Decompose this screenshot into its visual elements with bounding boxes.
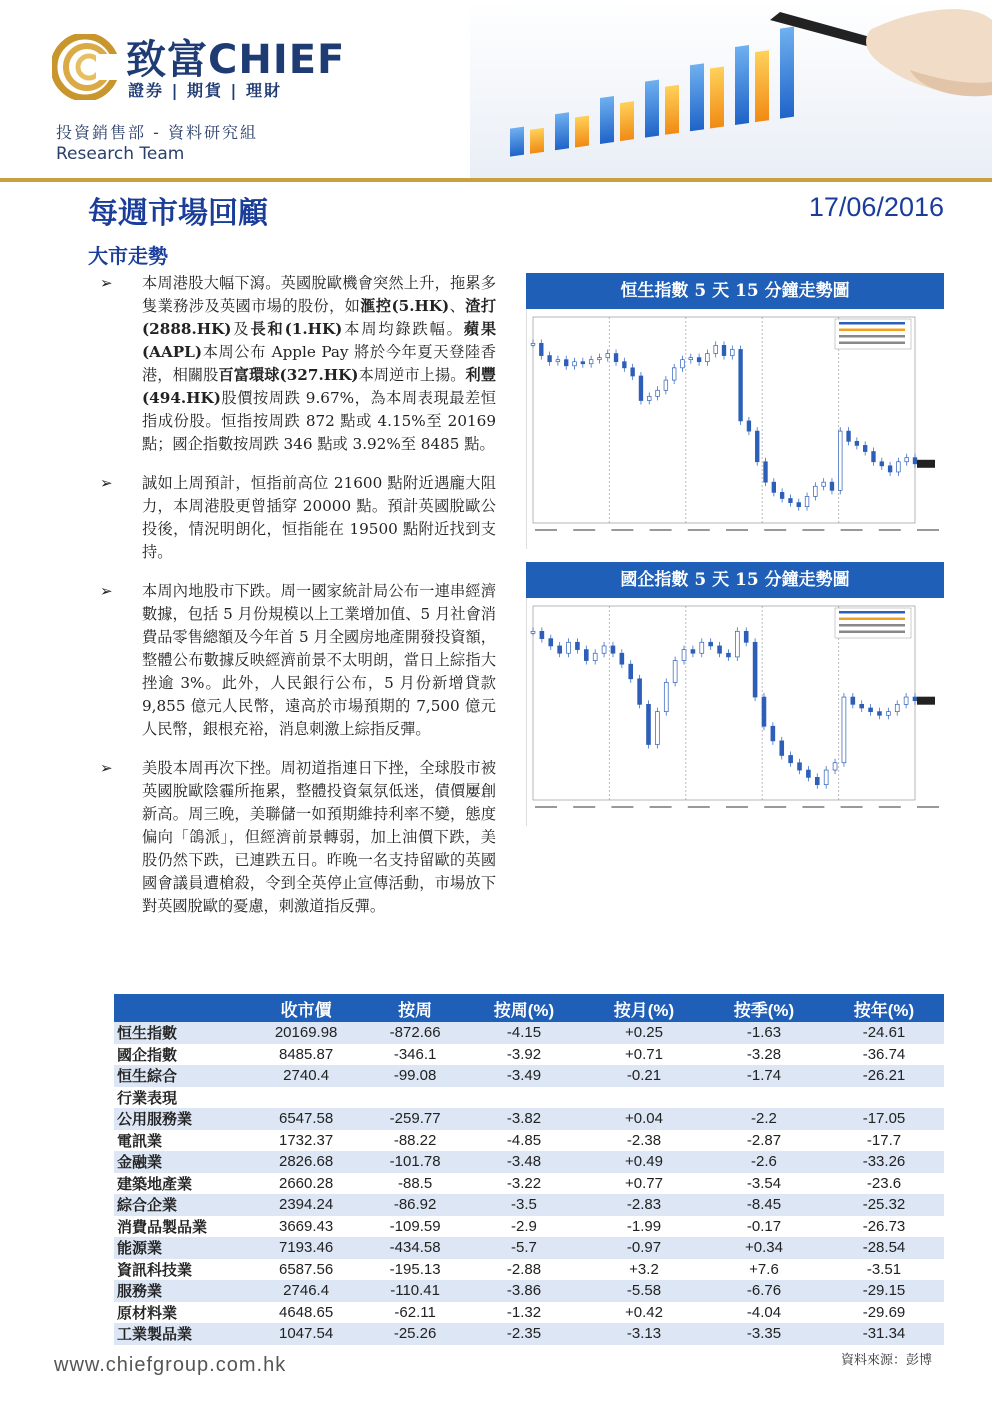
candle-point [647,396,651,400]
x-tick-label [573,529,595,531]
candle-point [548,356,552,362]
page-header [0,0,992,182]
legend-entry [839,335,905,338]
x-tick-label [917,529,939,531]
table-cell: -29.69 [862,1303,906,1321]
legend-entry [839,624,905,627]
x-tick-label [650,806,672,808]
table-header-cell: 按周 [366,994,464,1022]
table-cell: 20169.98 [246,1022,366,1044]
table-cell: -3.13 [584,1323,704,1345]
stock-name: 長和(1.HK) [250,320,343,338]
table-cell: -1.63 [704,1022,824,1044]
stock-name: 利豐(494.HK) [142,366,497,407]
table-cell: -1.99 [626,1217,662,1235]
candle-point [573,362,577,366]
x-tick-label [611,806,633,808]
hsi-chart-title: 恒生指數 5 天 15 分鐘走勢圖 [526,273,944,309]
table-cell: 2394.24 [246,1194,366,1216]
table-cell: -2.6 [704,1151,824,1173]
table-row [114,1194,944,1216]
table-cell: -31.34 [824,1323,944,1345]
candle-point [762,697,766,726]
paragraph-text: 、 [449,297,466,315]
brand-subtitle: 證券 | 期貨 | 理財 [128,81,282,100]
candle-point [878,712,882,716]
table-cell: -101.78 [366,1151,464,1173]
last-price-marker [917,697,935,705]
table-cell: -23.6 [866,1174,902,1192]
row-label: 恒生綜合 [114,1065,246,1087]
candle-point [549,639,553,646]
candle-point [531,631,535,633]
row-label: 建築地產業 [117,1174,193,1193]
candle-point [602,646,606,653]
row-label: 國企指數 [117,1045,178,1064]
table-cell: -4.04 [746,1303,782,1321]
candle-point [606,354,610,358]
source-note: 資料來源：彭博 [840,1353,932,1368]
x-tick-label [573,806,595,808]
table-cell [366,1087,464,1109]
table-row [114,1044,944,1066]
candle-point [860,704,864,708]
candle-point [614,354,618,362]
candle-point [897,462,901,472]
candle-point [735,631,739,657]
table-cell: -36.74 [862,1045,906,1063]
table-cell: -109.59 [389,1217,441,1235]
candle-point [855,441,859,445]
candle-point [780,741,784,756]
candle-point [558,646,562,653]
table-row [114,1130,944,1152]
table-cell: -8.45 [704,1194,824,1216]
table-cell: -3.51 [866,1260,902,1278]
paragraph-text: 及 [231,320,251,338]
x-tick-label [841,806,863,808]
x-tick-label [841,529,863,531]
candle-point [718,646,722,653]
table-cell: 3669.43 [279,1217,334,1235]
bullet-arrow-icon: ➢ [100,759,113,777]
candle-point [869,708,873,712]
x-tick-label [535,806,557,808]
candle-point [815,777,819,784]
legend-entry [839,631,905,634]
table-cell: 4648.65 [279,1303,334,1321]
candle-point [700,642,704,653]
table-cell: 7193.46 [246,1237,366,1259]
department-name-en: Research Team [56,144,185,164]
table-cell: -2.87 [746,1131,782,1149]
table-row [114,1323,944,1345]
table-header-cell: 按周(%) [464,994,584,1022]
row-label: 能源業 [114,1237,246,1259]
table-cell: -25.26 [366,1323,464,1345]
candle-point [691,650,695,654]
table-cell: -0.97 [584,1237,704,1259]
candle-point [824,770,828,785]
candle-point [620,653,624,664]
table-header-cell: 收市價 [246,994,366,1022]
paragraph-text: 美股本周再次下挫。周初道指連日下挫，全球股市被英國脫歐陰霾所拖累，整體投資氣氛低迷，債價屢創新高。周三晚，美聯儲一如預期維持利率不變，態度偏向「鴿派」，但經濟前景轉弱，加上油價下跌，美股仍然下跌，已連跌五日。昨晚一名支持留歐的英國國會議員遭槍殺，令到全英停止宣傳活動，市場放下對英國脫歐的憂慮，刺激道指反彈。 [142,759,496,915]
table-cell: -26.21 [824,1065,944,1087]
candle-point [851,697,855,704]
table-cell [464,1087,584,1109]
candle-point [584,650,588,661]
row-label: 金融業 [114,1151,246,1173]
table-cell: -1.74 [704,1065,824,1087]
candle-point [589,360,593,364]
row-label: 行業表現 [117,1088,178,1107]
paragraph-text: 本周逆市上揚。 [358,366,466,384]
table-cell: +0.25 [584,1022,704,1044]
candle-point [747,421,751,431]
candle-point [726,653,730,657]
stock-name: 蘋果(AAPL) [142,320,497,361]
table-cell: -3.48 [464,1151,584,1173]
candle-point [838,431,842,490]
candle-point [744,631,748,642]
table-row [114,1216,944,1238]
table-cell: -88.22 [393,1131,437,1149]
row-label: 資訊科技業 [117,1260,193,1279]
table-cell: -3.86 [464,1280,584,1302]
candle-point [905,458,909,462]
candle-point [539,343,543,355]
candle-point [739,349,743,420]
table-row [114,1087,944,1109]
table-cell: -2.9 [511,1217,537,1235]
commentary-paragraph [100,757,496,918]
candle-point [806,770,810,777]
candle-point [847,431,851,441]
table-cell [704,1087,824,1109]
table-header-cell [114,994,246,1022]
table-cell: -3.49 [464,1065,584,1087]
row-label: 消費品製品業 [117,1217,208,1236]
candle-point [797,503,801,507]
table-cell: -17.7 [866,1131,902,1149]
table-cell: +3.2 [629,1260,659,1278]
table-cell: -195.13 [389,1260,441,1278]
table-cell: +7.6 [749,1260,779,1278]
row-label: 電訊業 [117,1131,163,1150]
stock-name: 滙控(5.HK) [360,297,450,315]
commentary-paragraph [100,472,496,564]
table-row [114,1302,944,1324]
table-cell: -3.92 [506,1045,542,1063]
table-cell: +0.34 [704,1237,824,1259]
candle-point [814,486,818,496]
table-cell: -3.5 [464,1194,584,1216]
x-tick-label [688,806,710,808]
paragraph-text: 本周港股大幅下瀉。英國脫歐機會突然上升，拖累多隻業務涉及英國市場的股份，如 [142,274,496,315]
table-cell: 6587.56 [279,1260,334,1278]
candle-point [638,679,642,705]
table-cell: +0.77 [625,1174,663,1192]
paragraph-text: 誠如上周預計，恒指前高位 21600 點附近遇龐大阻力，本周港股更曾插穿 20000 點。預計英國脫歐公投後，情況明朗化，恒指能在 19500 點附近找到支持。 [142,474,496,561]
row-label: 工業製品業 [114,1323,246,1345]
legend-entry [839,618,905,621]
commentary-paragraph [100,580,496,741]
table-cell: -3.35 [704,1323,824,1345]
candle-point [764,462,768,482]
table-cell: -3.54 [746,1174,782,1192]
header-divider [0,178,992,182]
candle-point [789,499,793,503]
candle-point [872,452,876,462]
candle-point [664,682,668,711]
table-cell: 2660.28 [279,1174,334,1192]
table-row [114,1108,944,1130]
table-cell: -3.28 [746,1045,782,1063]
table-cell: -0.21 [584,1065,704,1087]
table-cell: -4.15 [464,1022,584,1044]
candle-point [780,492,784,498]
x-tick-label [764,806,786,808]
candle-point [880,462,884,466]
commentary-paragraph [100,272,496,456]
candle-point [805,496,809,506]
x-tick-label [802,806,824,808]
x-tick-label [726,529,748,531]
candle-point [556,360,560,362]
table-header-cell: 按月(%) [584,994,704,1022]
paragraph-text: 本周公布 Apple Pay 將於今年夏天登陸香港，相關股 [142,343,496,384]
candle-point [681,360,685,368]
row-label: 原材料業 [117,1303,178,1322]
candle-point [830,482,834,490]
candle-point [689,358,693,360]
x-tick-label [802,529,824,531]
table-cell: -86.92 [366,1194,464,1216]
row-label: 綜合企業 [114,1194,246,1216]
candle-point [798,763,802,770]
candle-point [682,650,686,661]
legend-entry [839,322,905,325]
stock-name: 百富環球(327.HK) [218,366,359,384]
table-cell: -28.54 [824,1237,944,1259]
x-tick-label [764,529,786,531]
table-cell: -2.35 [464,1323,584,1345]
section-heading: 大市走勢 [88,244,168,268]
table-cell: -25.32 [824,1194,944,1216]
x-tick-label [726,806,748,808]
table-cell: 2826.68 [246,1151,366,1173]
market-commentary [100,272,496,934]
hscei-chart [526,562,944,826]
table-cell: -5.58 [584,1280,704,1302]
table-body [114,1022,944,1345]
candle-point [842,697,846,763]
table-cell: -346.1 [393,1045,437,1063]
candle-point [540,631,544,638]
paragraph-text: 股價按周跌 9.67%，為本周表現最差恒指成份股。恒指按周跌 872 點或 4.15%至 20169 點；國企指數按周跌 346 點或 3.92%至 8485 點。 [142,389,496,453]
x-tick-label [611,529,633,531]
table-cell: 2740.4 [246,1065,366,1087]
legend-entry [839,611,905,614]
table-cell: -2.2 [704,1108,824,1130]
candle-point [888,466,892,472]
candle-point [656,390,660,396]
table-cell: -1.32 [506,1303,542,1321]
table-cell [246,1087,366,1109]
candle-point [593,653,597,660]
x-tick-label [535,529,557,531]
table-row [114,1065,944,1087]
bullet-arrow-icon: ➢ [100,582,113,600]
table-row [114,1022,944,1044]
table-row [114,1237,944,1259]
table-cell: -2.88 [506,1260,542,1278]
table-cell: 6547.58 [246,1108,366,1130]
table-cell: -110.41 [366,1280,464,1302]
candle-point [833,763,837,770]
candle-point [904,697,908,704]
candle-point [673,661,677,683]
table-row [114,1173,944,1195]
bullet-arrow-icon: ➢ [100,474,113,492]
x-tick-label [650,529,672,531]
candle-point [623,362,627,368]
bullet-arrow-icon: ➢ [100,274,113,292]
candle-point [664,380,668,390]
candle-point [598,358,602,360]
candle-point [730,349,734,355]
website-link[interactable]: www.chiefgroup.com.hk [54,1354,287,1376]
table-row [114,1280,944,1302]
candle-point [771,726,775,741]
candle-point [647,704,651,744]
candle-point [672,368,676,380]
department-name: 投資銷售部 - 資料研究組 [56,123,258,142]
paragraph-text: 本周均錄跌幅。 [342,320,464,338]
x-tick-label [879,806,901,808]
candle-point [655,712,659,745]
table-cell: -2.38 [626,1131,662,1149]
table-cell: 2746.4 [246,1280,366,1302]
table-cell: +0.71 [625,1045,663,1063]
table-cell: -0.17 [746,1217,782,1235]
table-cell: -872.66 [366,1022,464,1044]
table-cell [824,1087,944,1109]
table-cell [584,1087,704,1109]
table-cell: -29.15 [824,1280,944,1302]
table-header-cell: 按年(%) [824,994,944,1022]
table-cell: -33.26 [824,1151,944,1173]
stock-name: 渣打(2888.HK) [142,297,497,338]
candle-point [913,458,917,464]
table-cell: -3.82 [464,1108,584,1130]
table-cell: 8485.87 [279,1045,334,1063]
candle-point [895,704,899,711]
hscei-chart-title: 國企指數 5 天 15 分鐘走勢圖 [526,562,944,598]
candle-point [886,712,890,716]
table-cell: -259.77 [366,1108,464,1130]
candle-point [629,664,633,679]
hsi-chart-plot [527,309,945,549]
legend-entry [839,342,905,345]
report-date: 17/06/2016 [808,192,944,222]
x-tick-label [879,529,901,531]
candle-point [913,697,917,701]
table-cell: +0.42 [625,1303,663,1321]
row-label: 服務業 [114,1280,246,1302]
chief-logo-icon [52,34,118,100]
paragraph-text: 本周內地股市下跌。周一國家統計局公布一連串經濟數據，包括 5 月份規模以上工業增加值、5 月社會消費品零售總額及今年首 5 月全國房地產開發投資額，整體公布數據反映經濟前景不太明朗，當日上綜指大挫逾 3%。此外，人民銀行公布，5 月份新增貸款 9,855 億元人民幣，遠高於市場預期的 7,500 億元人民幣，銀根充裕，消息刺激上綜指反彈。 [142,582,496,738]
table-cell: -24.61 [824,1022,944,1044]
table-cell: +0.49 [584,1151,704,1173]
candle-point [531,343,535,345]
x-tick-label [917,806,939,808]
table-header-row [114,994,944,1022]
candle-point [709,642,713,646]
candle-point [567,642,571,653]
table-cell: -26.73 [862,1217,906,1235]
candle-point [863,445,867,451]
table-cell: 1047.54 [246,1323,366,1345]
candle-point [564,360,568,366]
market-table [114,994,944,1345]
last-price-marker [917,460,935,468]
candle-point [755,431,759,462]
table-cell: -2.83 [584,1194,704,1216]
table-row [114,1151,944,1173]
table-cell: -88.5 [398,1174,433,1192]
table-cell: -434.58 [366,1237,464,1259]
x-tick-label [688,529,710,531]
candle-point [714,345,718,353]
page-title: 每週市場回顧 [88,196,268,231]
table-header-cell: 按季(%) [704,994,824,1022]
table-cell: -3.22 [506,1174,542,1192]
hsi-chart [526,273,944,549]
candle-point [822,482,826,486]
candle-point [631,368,635,376]
candle-point [753,642,757,697]
candle-point [722,345,726,355]
row-label: 恒生指數 [114,1022,246,1044]
header-bar-chart-illustration [470,0,992,180]
candle-point [772,482,776,492]
table-cell: -62.11 [394,1303,436,1321]
table-row [114,1259,944,1281]
table-cell: -4.85 [506,1131,542,1149]
candle-point [575,642,579,649]
table-cell: -5.7 [464,1237,584,1259]
table-cell: -17.05 [824,1108,944,1130]
row-label: 公用服務業 [114,1108,246,1130]
hscei-chart-plot [527,598,945,826]
candle-point [697,358,701,362]
brand-name: 致富CHIEF [126,37,346,83]
candle-point [639,376,643,401]
candle-point [789,755,793,762]
table-cell: 1732.37 [279,1131,334,1149]
candle-point [706,354,710,362]
table-cell: -6.76 [704,1280,824,1302]
table-cell: +0.04 [584,1108,704,1130]
candle-point [611,646,615,653]
table-cell: -99.08 [366,1065,464,1087]
legend-entry [839,329,905,332]
candle-point [581,362,585,364]
